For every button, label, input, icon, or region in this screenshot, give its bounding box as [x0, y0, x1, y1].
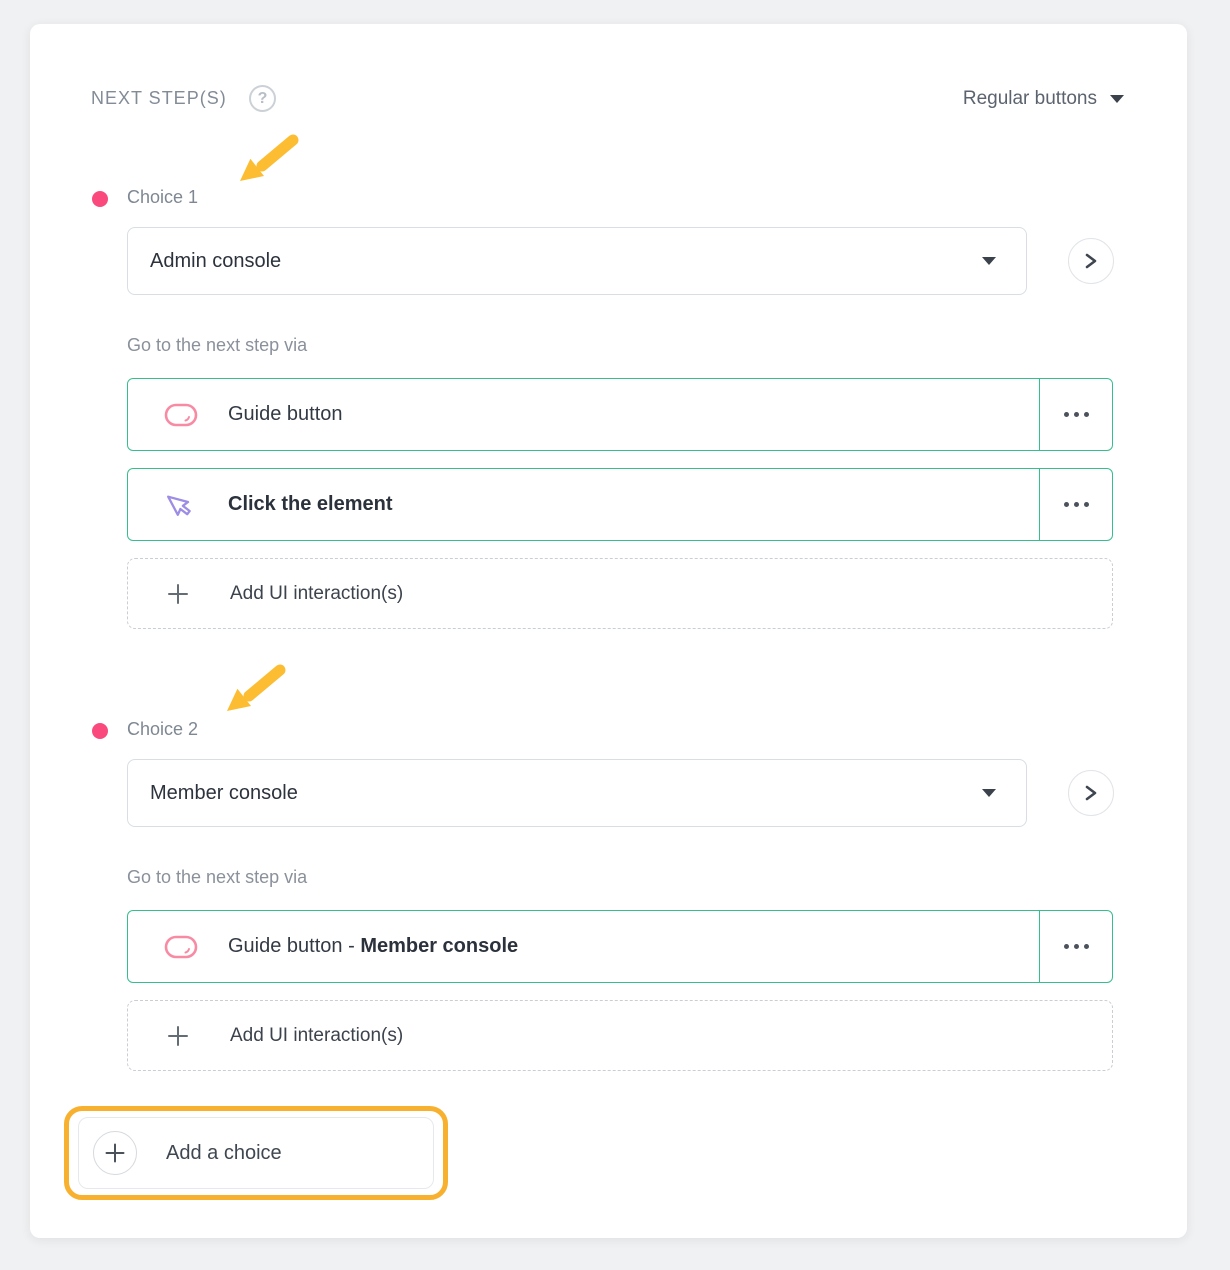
guide-button-icon — [164, 402, 198, 428]
interaction-label: Guide button - Member console — [228, 935, 519, 957]
add-choice-label: Add a choice — [166, 1141, 282, 1164]
button-style-dropdown[interactable] — [963, 88, 1124, 110]
choice-2-interaction-guide-button[interactable] — [127, 910, 1113, 983]
add-interaction-label: Add UI interaction(s) — [230, 1024, 404, 1046]
add-interaction-label: Add UI interaction(s) — [230, 582, 404, 604]
choice-bullet — [92, 723, 108, 739]
choice-2-step-select[interactable] — [127, 759, 1027, 827]
choice-1-label: Choice 1 — [127, 187, 199, 207]
choice-bullet — [92, 191, 108, 207]
caret-down-icon — [1110, 95, 1124, 103]
guide-button-icon — [164, 934, 198, 960]
interaction-label: Guide button — [228, 403, 343, 425]
ellipsis-menu-button[interactable] — [1039, 379, 1112, 450]
choice-2-label: Choice 2 — [127, 719, 199, 739]
choice-1-add-interaction-button[interactable] — [127, 558, 1113, 629]
ellipsis-menu-button[interactable] — [1039, 911, 1112, 982]
ellipsis-menu-button[interactable] — [1039, 469, 1112, 540]
plus-icon — [166, 583, 190, 605]
choice-1-go-via-label: Go to the next step via — [127, 335, 308, 355]
select-caret-icon — [982, 789, 996, 797]
choice-2-step-value: Member console — [150, 781, 298, 804]
button-style-label: Regular buttons — [962, 88, 1097, 109]
choice-1-goto-step-button[interactable] — [1068, 238, 1114, 284]
choice-1-interaction-guide-button[interactable] — [127, 378, 1113, 451]
choice-2-go-via-label: Go to the next step via — [127, 867, 308, 887]
help-icon[interactable]: ? — [249, 85, 276, 112]
select-caret-icon — [982, 257, 996, 265]
plus-circle-icon — [93, 1131, 137, 1175]
interaction-label: Click the element — [228, 493, 393, 515]
choice-1-step-value: Admin console — [150, 249, 282, 272]
chevron-right-icon — [1083, 252, 1099, 270]
annotation-arrow-1 — [235, 133, 301, 185]
next-steps-panel — [30, 24, 1187, 1238]
choice-1-step-select[interactable] — [127, 227, 1027, 295]
plus-icon — [166, 1025, 190, 1047]
section-title: NEXT STEP(S) — [91, 88, 227, 108]
add-choice-button[interactable] — [78, 1117, 434, 1189]
chevron-right-icon — [1083, 784, 1099, 802]
annotation-arrow-2 — [222, 663, 288, 715]
choice-1-interaction-click-element[interactable] — [127, 468, 1113, 541]
choice-2-goto-step-button[interactable] — [1068, 770, 1114, 816]
click-cursor-icon — [164, 489, 198, 521]
choice-2-add-interaction-button[interactable] — [127, 1000, 1113, 1071]
